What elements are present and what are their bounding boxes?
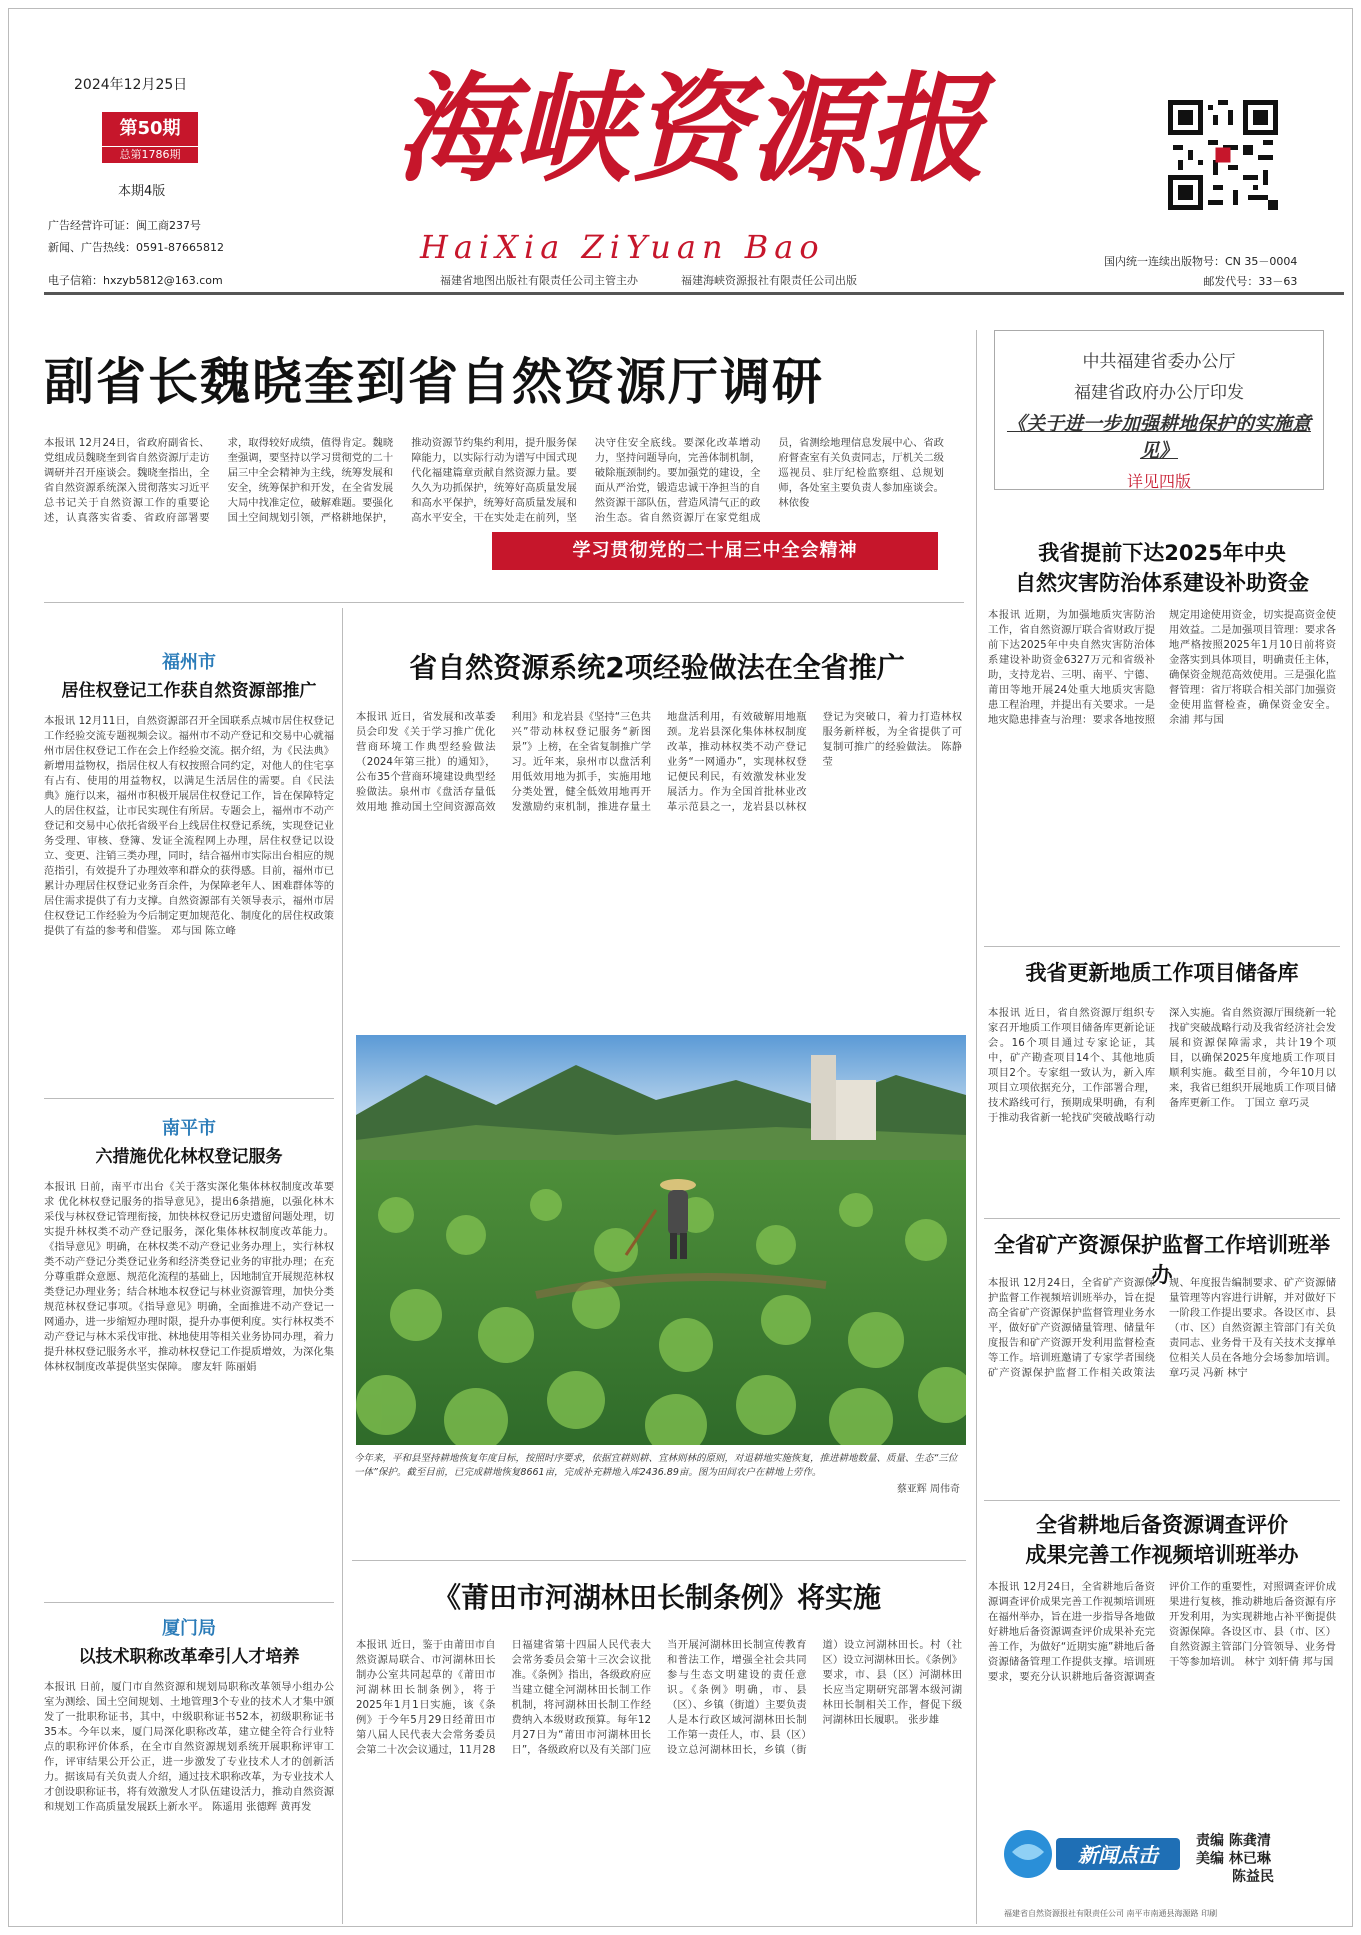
- issue-date: 2024年12月25日: [74, 77, 188, 93]
- funding-title-line-2: 自然灾害防治体系建设补助资金: [1015, 571, 1309, 595]
- rule: [44, 1098, 334, 1099]
- sponsor-line: [440, 272, 857, 288]
- putian-title: 《莆田市河湖林田长制条例》将实施: [432, 1581, 881, 1614]
- photo-credit: 蔡亚辉 周伟奇: [896, 1484, 960, 1495]
- issue-number: 第50期: [102, 112, 198, 146]
- license-text: 广告经营许可证：闽工商237号: [48, 219, 201, 232]
- geology-title: 我省更新地质工作项目储备库: [1025, 961, 1299, 985]
- nanping-title: 六措施优化林权登记服务: [95, 1147, 283, 1167]
- xiamen-body: 本报讯 日前，厦门市自然资源和规划局职称改革领导小组办公室为测绘、国土空间规划、土地管理3个专业的技术人才集中颁发了一批职称证书，其中，中级职称证书52本，初级职称证书35本。今年以来，厦门局深化职称改革，建立健全符合行业特点的职称评价体系，在全市自然资源规划系统开展职称评审工作，评审结果公开公正，进一步激发了专业技术人才的创新活力。据该局有关负责人介绍，通过技术职称改革，为专业技术人才创设职称证书，将有效激发人才队伍建设活力，推动自然资源和规划工作高质量发展跃上新水平。 陈遥用 张德辉 黄再发: [44, 1681, 334, 1813]
- masthead-pinyin: HaiXia ZiYuan Bao: [420, 228, 825, 266]
- masthead-logo: [300, 52, 1080, 212]
- reserve-title-line-1: 全省耕地后备资源调查评价: [1036, 1513, 1288, 1537]
- reserve-body: 本报讯 12月24日，全省耕地后备资源调查评价成果完善工作视频培训班在福州举办，旨在进一步指导各地做好耕地后备资源调查评价成果补充完善工作，为做好“近期实施”耕地后备资源储备管理工作提供支撑。培训班要求，要充分认识耕地后备资源调查评价工作的重要性，对照调查评价成果进行复核，推动耕地后备资源有序开发利用，为实现耕地占补平衡提供资源保障。各设区市、县（市、区）自然资源主管部门分管领导、业务骨干等参加培训。 林宁 刘轩倩 邦与国: [988, 1581, 1336, 1683]
- news-click-label: 新闻点击: [1078, 1843, 1158, 1867]
- notice-line-4: 详见四版: [1126, 472, 1191, 491]
- masthead-title: 海峡资源报: [394, 59, 986, 198]
- cn-number: 国内统一连续出版物号：CN 35－0004: [1104, 255, 1298, 268]
- farm-photo: [356, 1035, 966, 1445]
- xiamen-title: 以技术职称改革牵引人才培养: [78, 1647, 300, 1667]
- column-rule: [342, 608, 343, 1924]
- fuzhou-body: 本报讯 12月11日，自然资源部召开全国联系点城市居住权登记工作经验交流专题视频会议。福州市不动产登记和交易中心就福州市居住权登记工作在会上作经验交流。据介绍，为《民法典》新增用益物权，指居住权人有权按照合同约定，对他人的住宅享有占有、使用的用益物权，以满足生活居住的需要。自《民法典》施行以来，福州市积极开展居住权登记工作，旨在保障特定人的居住权益，让市民实现住有所居。专题会上，福州市不动产登记和交易中心依托省级平台上线居住权登记系统，实现登记业务受理、审核、登簿、发证全流程网上办理，居住权登记以设立、变更、注销三类办理，同时，结合福州市实际出台相应的规范指引，有效提升了办理效率和群众的获得感。目前，福州市已累计办理居住权登记业务百余件，为保障老年人、困难群体等的居住需求提供了有力支撑。自然资源部有关领导表示，福州市居住权登记工作经验为今后制定更加规范化、制度化的居住权政策提供了有益的参考和借鉴。 邓与国 陈立峰: [44, 715, 334, 937]
- funding-body: 本报讯 近期，为加强地质灾害防治工作，省自然资源厅联合省财政厅提前下达2025年中央自然灾害防治体系建设补助资金6327万元和省级补助，支持龙岩、三明、南平、宁德、莆田等地开展24处重大地质灾害隐患工程治理，并提出有关要求。一是地灾隐患排查与治理：要求各地按照规定用途使用资金，切实提高资金使用效益。二是加强项目管理：要求各地严格按照2025年1月10日前将资金落实到具体项目，明确责任主体，确保资金规范高效使用。三是强化监督管理：省厅将联合相关部门加强资金使用监督检查，确保资金安全。 余浦 邦与国: [988, 609, 1336, 726]
- reserve-title-line-2: 成果完善工作视频培训班举办: [1025, 1543, 1299, 1567]
- publication-info: [1104, 252, 1297, 292]
- xiamen-city: 厦门局: [162, 1618, 216, 1639]
- rule: [44, 1602, 334, 1603]
- rule: [984, 946, 1340, 947]
- masthead-divider: [44, 292, 1344, 295]
- mineral-body: 本报讯 12月24日，全省矿产资源保护监督工作视频培训班举办，旨在提高全省矿产资源保护监督管理业务水平，做好矿产资源储量管理、储量年度报告和矿产资源开发利用监督检查等工作。培训班邀请了专家学者围绕矿产资源保护监督工作相关政策法规、年度报告编制要求、矿产资源储量管理等内容进行讲解，并对做好下一阶段工作提出要求。各设区市、县（市、区）自然资源主管部门有关负责同志、业务骨干及有关技术支撑单位相关人员在各地分会场参加培训。 章巧灵 冯新 林宁: [988, 1277, 1336, 1379]
- experience-body: 本报讯 近日，省发展和改革委员会印发《关于学习推广优化营商环境工作典型经验做法（2024年第三批）的通知》，公布35个营商环境建设典型经验做法。泉州市《盘活存量低效用地 推动国土空间资源高效利用》和龙岩县《坚持“三色共兴”带动林权登记服务“新图景”》上榜，在全省复制推广学习。近年来，泉州市以盘活利用低效用地为抓手，实施用地分类处置，健全低效用地再开发激励约束机制，推进存量土地盘活利用，有效破解用地瓶颈。龙岩县深化集体林权制度改革，推动林权类不动产登记业务“一网通办”，实现林权登记便民利民，有效激发林业发展活力。作为全国首批林业改革示范县之一，龙岩县以林权登记为突破口，着力打造林权服务新样板，为全省提供了可复制可推广的经验做法。 陈静莹: [356, 711, 962, 813]
- nanping-city: 南平市: [162, 1118, 216, 1139]
- notice-box[interactable]: [994, 330, 1324, 490]
- rule: [984, 1500, 1340, 1501]
- geology-body: 本报讯 近日，省自然资源厅组织专家召开地质工作项目储备库更新论证会。16个项目通过专家论证，其中，矿产勘查项目14个、其他地质项目2个。专家组一致认为，新入库项目立项依据充分，工作部署合理，技术路线可行，预期成果明确，有利于推动我省新一轮找矿突破战略行动深入实施。省自然资源厅围绕新一轮找矿突破战略行动及我省经济社会发展和资源保障需求，共计19个项目，以确保2025年度地质工作项目顺利实施。截至目前，今年10月以来，我省已组织开展地质工作项目储备库更新工作。 丁国立 章巧灵: [988, 1007, 1336, 1124]
- lead-headline: 副省长魏晓奎到省自然资源厅调研: [44, 353, 824, 411]
- editor-credits: [1196, 1832, 1274, 1886]
- reserve-title: [984, 1510, 1340, 1570]
- theme-banner: 学习贯彻党的二十届三中全会精神: [492, 532, 938, 570]
- rule: [352, 1560, 966, 1561]
- lead-article-body: 本报讯 12月24日，省政府副省长、党组成员魏晓奎到省自然资源厅走访调研并召开座谈会。魏晓奎指出，全省自然资源系统深入贯彻落实习近平总书记关于自然资源工作的重要论述，认真落实省委、省政府部署要求，取得较好成绩，值得肯定。魏晓奎强调，要坚持以学习贯彻党的二十届三中全会精神为主线，统筹发展和安全，统筹保护和开发，在全省发展大局中找准定位，破解难题。要强化国土空间规划引领，严格耕地保护，推动资源节约集约利用，提升服务保障能力，以实际行动为谱写中国式现代化福建篇章贡献自然资源力量。要久久为功抓保护，统筹好高质量发展和高水平保护，统筹好高质量发展和高水平安全，干在实处走在前列，坚决守住安全底线。要深化改革增动力，坚持问题导向，完善体制机制，破除瓶颈制约。要加强党的建设，全面从严治党，锻造忠诚干净担当的自然资源干部队伍，营造风清气正的政治生态。省自然资源厅在家党组成员，省测绘地理信息发展中心、省政府督查室有关负责同志，厅机关二级巡视员、驻厅纪检监察组、总规划师，各处室主要负责人参加座谈会。 林依俊: [44, 437, 944, 524]
- edition-note: 本期4版: [118, 184, 166, 199]
- sponsor-1: 福建省地图出版社有限责任公司主管主办: [440, 274, 638, 287]
- fuzhou-title: 居住权登记工作获自然资源部推广: [61, 681, 317, 701]
- putian-body: 本报讯 近日，鉴于由莆田市自然资源局联合、市河湖林田长制办公室共同起草的《莆田市河湖林田长制条例》，将于2025年1月1日实施，该《条例》于今年5月29日经莆田市第八届人民代表大会常务委员会第二十次会议通过，11月28日福建省第十四届人民代表大会常务委员会第十三次会议批准。《条例》指出，各级政府应当建立健全河湖林田长制工作机制，将河湖林田长制工作经费纳入本级财政预算。每年12月27日为“莆田市河湖林田长日”，各级政府以及有关部门应当开展河湖林田长制宣传教育和普法工作，增强全社会共同参与生态文明建设的责任意识。《条例》明确，市、县（区）、乡镇（街道）主要负责人是本行政区域河湖林田长制工作第一责任人，市、县（区）设立总河湖林田长，乡镇（街道）设立河湖林田长。村（社区）设立河湖林田长。《条例》要求，市、县（区）河湖林田长应当定期研究部署本级河湖林田长制相关工作，督促下级河湖林田长履职。 张步雄: [356, 1639, 962, 1756]
- mineral-title: 全省矿产资源保护监督工作培训班举办: [994, 1233, 1330, 1287]
- column-rule: [976, 330, 977, 1924]
- rule: [984, 1218, 1340, 1219]
- funding-title: [984, 538, 1340, 598]
- experience-title: 省自然资源系统2项经验做法在全省推广: [409, 651, 905, 684]
- license-info: [48, 215, 224, 259]
- sponsor-2: 福建海峡资源报社有限责任公司出版: [681, 274, 857, 287]
- printer-line: 福建省自然资源报社有限责任公司 南平市南通县海源路 印刷: [1004, 1909, 1218, 1918]
- editor-3: 陈益民: [1232, 1869, 1274, 1885]
- funding-title-line-1: 我省提前下达2025年中央: [1038, 541, 1286, 565]
- notice-line-1: 中共福建省委办公厅: [1082, 352, 1236, 372]
- postal-code: 邮发代号：33－63: [1203, 275, 1298, 288]
- editor-2: 美编 林已琳: [1196, 1851, 1271, 1867]
- nanping-body: 本报讯 日前，南平市出台《关于落实深化集体林权制度改革要求 优化林权登记服务的指导意见》，提出6条措施，以强化林木采伐与林权登记管理衔接，加快林权登记历史遗留问题处理，切实提升林权类不动产登记服务，深化集体林权制度改革能力。《指导意见》明确，在林权类不动产登记业务办理上，实行林权类不动产登记分类登记业务和经济类登记业务的审批办理；在充分尊重群众意愿、规范化流程的基础上，因地制宜开展规范林权类登记办理业务；结合林地本权登记与林业资源管理，加快分类规范林权登记事项。《指导意见》明确，全面推进不动产登记一网通办，进一步缩短办理时限，提升办事便利度。实行林权类不动产登记与林木采伐审批、林地使用等相关业务协同办理，着力提升林权登记服务水平，推动林权登记工作提质增效，为深化集体林权制度改革提供坚实保障。 廖友轩 陈丽娟: [44, 1181, 334, 1373]
- photo-caption: 今年来，平和县坚持耕地恢复年度目标，按照时序要求，依据宜耕则耕、宜林则林的原则，对退耕地实施恢复，推进耕地数量、质量、生态“三位一体”保护。截至目前，已完成耕地恢复8661亩，完成补充耕地入库2436.89亩。图为田间农户在耕地上劳作。: [354, 1453, 958, 1478]
- email-text: 电子信箱：hxzyb5812@163.com: [48, 274, 223, 287]
- fuzhou-city: 福州市: [162, 652, 216, 673]
- total-issue: 总第1786期: [102, 147, 198, 163]
- qr-code-icon[interactable]: [1168, 100, 1278, 210]
- rule: [44, 602, 964, 603]
- news-click-logo[interactable]: [1000, 1824, 1180, 1884]
- editor-1: 责编 陈龚清: [1196, 1833, 1271, 1849]
- hotline-text: 新闻、广告热线：0591-87665812: [48, 241, 224, 254]
- notice-line-2: 福建省政府办公厅印发: [1074, 383, 1244, 403]
- notice-line-3: 《关于进一步加强耕地保护的实施意见》: [1006, 413, 1311, 462]
